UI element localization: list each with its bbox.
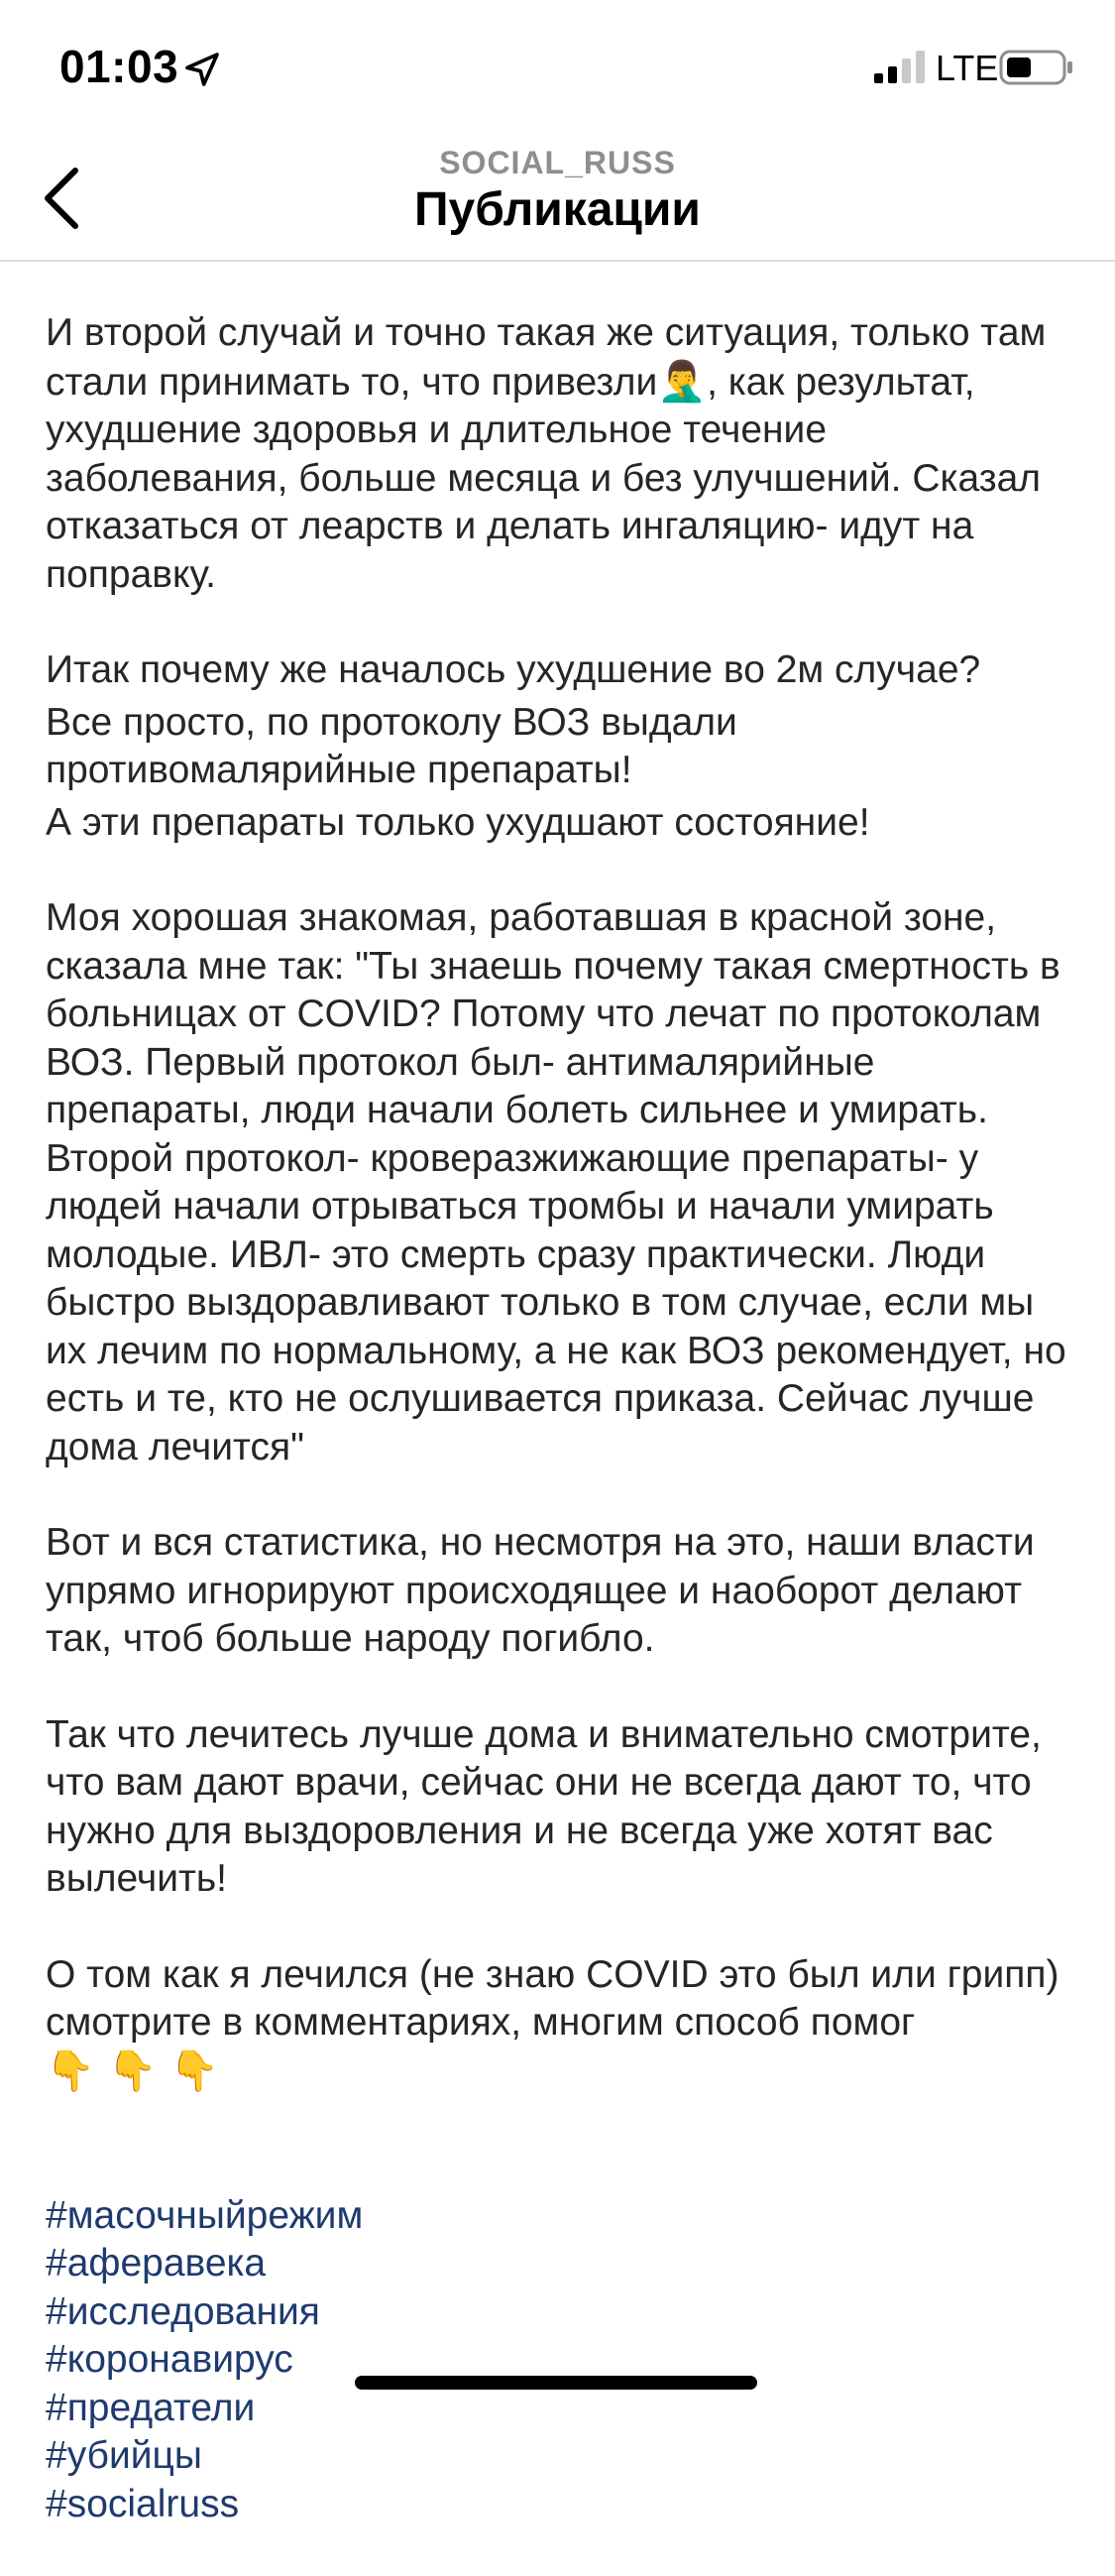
home-indicator[interactable] <box>355 2376 757 2390</box>
caption-text: О том как я лечился (не знаю COVID это был или грипп) смотрите в комментариях, многим способ помог <box>46 1952 1059 2044</box>
signal-bars-icon <box>872 50 928 83</box>
nav-header <box>0 139 1115 262</box>
caption-paragraph-3: Моя хорошая знакомая, работавшая в красной зоне, сказала мне так: "Ты знаешь почему такая смертность в больницах от COVID? Потому что лечат по протоколам ВОЗ. Первый протокол был- антималярийные препараты, люди начали болеть сильнее и умирать. Второй протокол- кроверазжижающие препараты- у людей начали отрываться тромбы и начали умирать молодые. ИВЛ- это смерть сразу практически. Люди быстро выздоравливают только в том случае, если мы их лечим по нормальному, а не как ВОЗ рекомендует, но есть и те, кто не ослушивается приказа. Сейчас лучше дома лечится" <box>46 896 1066 1468</box>
hashtag-link[interactable]: #убийцы <box>46 2434 202 2477</box>
header-username: SOCIAL_RUSS <box>439 145 676 180</box>
hashtag-link[interactable]: #предатели <box>46 2386 256 2429</box>
pointing-down-emoji: 👇 👇 👇 <box>46 2048 219 2094</box>
location-arrow-icon <box>182 50 222 89</box>
hashtag-link[interactable]: #масочныйрежим <box>46 2193 364 2237</box>
battery-icon <box>999 50 1074 85</box>
caption-paragraph-1 <box>46 309 1076 599</box>
caption-paragraph-4: Вот и вся статистика, но несмотря на это, наши власти упрямо игнорируют происходящее и наоборот делают так, чтоб больше народу погибло. <box>46 1521 1035 1660</box>
caption-paragraph-5: Так что лечитесь лучше дома и внимательно смотрите, что вам дают врачи, сейчас они не всегда дают то, что нужно для выздоровления и не всегда уже хотят вас вылечить! <box>46 1712 1042 1900</box>
hashtag-list <box>46 2144 1076 2528</box>
hashtag-link[interactable]: #исследования <box>46 2289 320 2333</box>
hashtag-link[interactable]: #socialruss <box>46 2482 240 2525</box>
facepalm-emoji: 🤦‍♂️ <box>657 358 708 405</box>
caption-paragraph-6 <box>46 1951 1076 2097</box>
caption-text: , как результат, ухудшение здоровья и длительное течение заболевания, больше месяца и без улучшений. Сказал отказаться от леарств и делать ингаляцию- идут на поправку. <box>46 360 1042 596</box>
post-caption <box>46 309 1076 2576</box>
hashtag-link[interactable]: #аферавека <box>46 2242 267 2284</box>
caption-paragraph-2a: Итак почему же началось ухудшение во 2м случае? <box>46 648 981 691</box>
page-title: Публикации <box>414 183 701 236</box>
status-bar <box>0 0 1115 139</box>
network-type: LTE <box>936 48 999 88</box>
caption-text: И второй случай и точно такая же ситуация, только там стали принимать то, что привезли <box>46 311 1047 404</box>
status-time: 01:03 <box>59 41 179 92</box>
caption-paragraph-2b: Все просто, по протоколу ВОЗ выдали противомалярийные препараты! <box>46 700 737 791</box>
hashtag-link[interactable]: #коронавирус <box>46 2338 293 2381</box>
caption-paragraph-2c: А эти препараты только ухудшают состояние! <box>46 800 870 844</box>
